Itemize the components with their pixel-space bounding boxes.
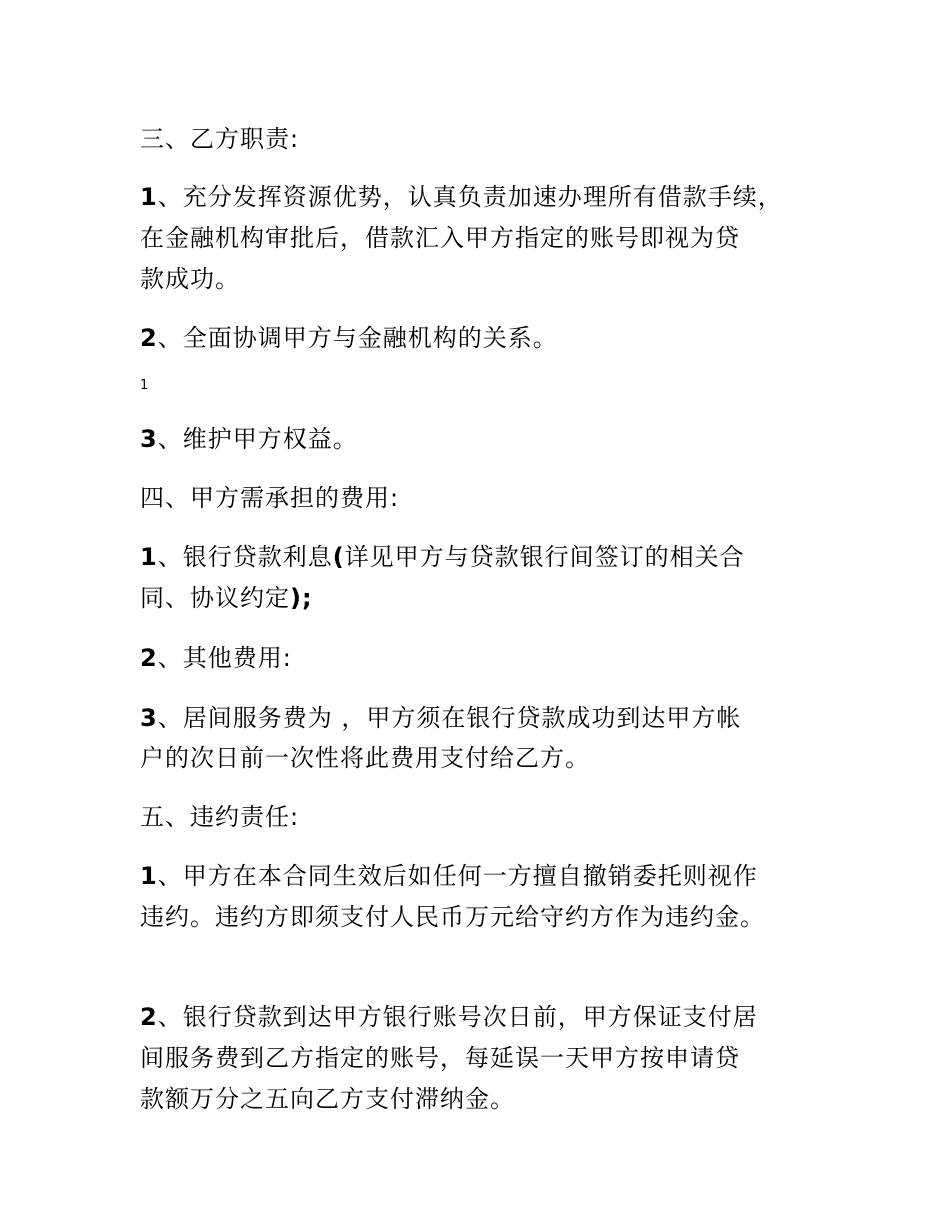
item-number: 1 (140, 543, 158, 571)
page-number: 1 (140, 378, 149, 393)
item-number: 3 (140, 425, 158, 453)
item-text: 、充分发挥资源优势，认真负责加速办理所有借款手续， (157, 183, 783, 211)
section-3-item-1-line-3: 款成功。 (140, 265, 240, 293)
section-4-item-3-line-2: 户的次日前一次性将此费用支付给乙方。 (140, 744, 590, 772)
item-number: 3 (140, 704, 158, 732)
item-number: 1 (140, 183, 158, 211)
section-5-item-2-line-1 (140, 1002, 758, 1032)
item-text: 、居间服务费为 ，甲方须在银行贷款成功到达甲方帐 (157, 704, 742, 732)
section-3-item-1-line-1 (140, 182, 783, 212)
section-4-item-3-line-1 (140, 703, 741, 733)
section-3-item-3 (140, 424, 358, 454)
section-4-item-1-line-2 (140, 583, 313, 613)
section-5-item-2-line-2: 间服务费到乙方指定的账号，每延误一天甲方按申请贷 (140, 1044, 740, 1072)
section-3-item-2 (140, 323, 558, 353)
item-number: 2 (140, 324, 158, 352)
section-3-item-1-line-2: 在金融机构审批后，借款汇入甲方指定的账号即视为贷 (140, 224, 740, 252)
section-3-heading: 三、乙方职责: (140, 125, 300, 153)
section-5-heading: 五、违约责任: (140, 803, 300, 831)
section-4-item-1-line-1 (140, 542, 745, 572)
item-number: 1 (140, 862, 158, 890)
item-text: 、银行贷款利息 (157, 543, 333, 571)
open-paren: ( (332, 543, 345, 571)
section-5-item-2-line-3: 款额万分之五向乙方支付滞纳金。 (140, 1085, 515, 1113)
item-text: 、甲方在本合同生效后如任何一方擅自撤销委托则视作 (157, 862, 758, 890)
close-paren: ); (290, 584, 313, 612)
item-text: 同、协议约定 (140, 584, 290, 612)
section-4-heading: 四、甲方需承担的费用: (140, 484, 400, 512)
section-5-item-1-line-2: 违约。违约方即须支付人民币万元给守约方作为违约金。 (140, 903, 765, 931)
item-text: 、其他费用: (157, 644, 292, 672)
section-4-item-2 (140, 643, 292, 673)
item-number: 2 (140, 1003, 158, 1031)
item-text: 、银行贷款到达甲方银行账号次日前，甲方保证支付居 (157, 1003, 758, 1031)
section-5-item-1-line-1 (140, 861, 758, 891)
item-text: 、维护甲方权益。 (157, 425, 358, 453)
item-text: 、全面协调甲方与金融机构的关系。 (157, 324, 558, 352)
item-number: 2 (140, 644, 158, 672)
item-text-cont: 详见甲方与贷款银行间签订的相关合 (344, 543, 745, 571)
